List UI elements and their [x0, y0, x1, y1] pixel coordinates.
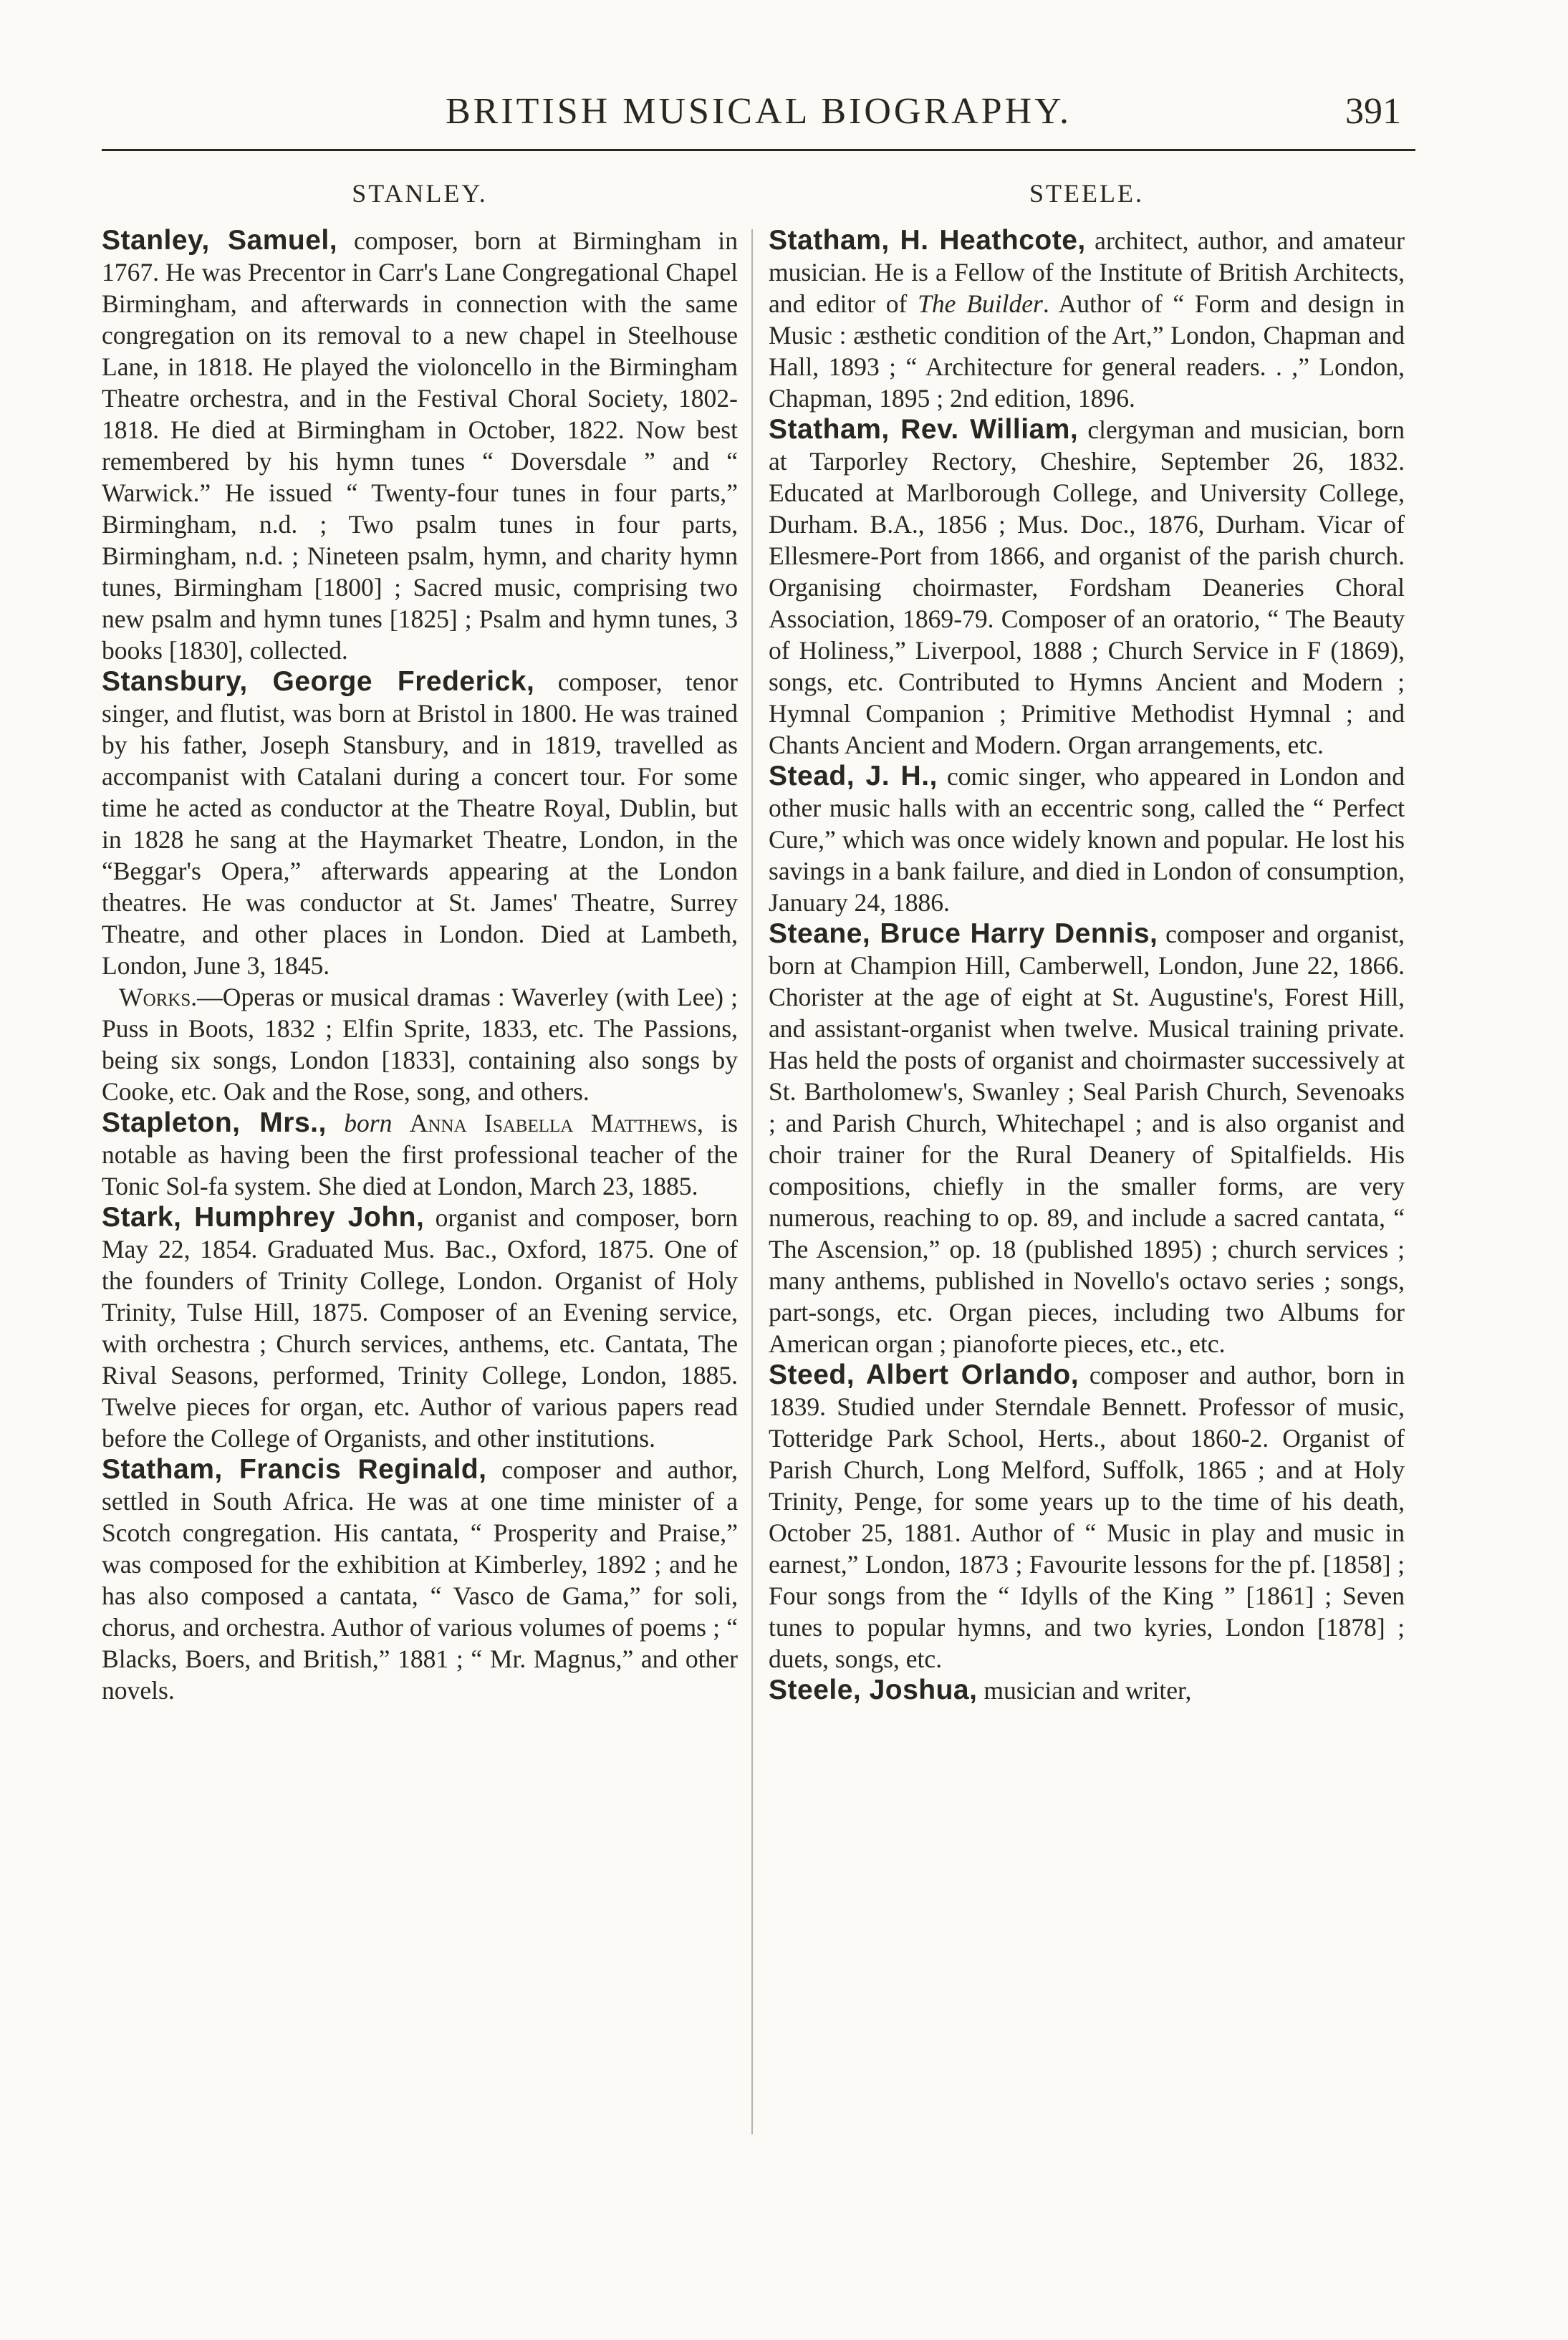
entry-text: comic singer, who appeared in London and other music halls with an eccentric song, called the “ Perfect Cure,” which was once widely known and popular. He lost his savings in a bank failure, and died in London of consumption, January 24, 1886.	[769, 762, 1405, 917]
entry-headword: Statham, H. Heathcote,	[769, 225, 1086, 256]
column-guide-word: STEELE.	[1029, 179, 1144, 208]
entry-statham-heathcote	[769, 225, 1405, 414]
entry-text: musician and writer,	[977, 1676, 1192, 1705]
entry-statham-william	[769, 414, 1405, 761]
entry-headword: Stead, J. H.,	[769, 761, 938, 791]
entry-steed	[769, 1359, 1405, 1675]
entry-headword: Statham, Francis Reginald,	[102, 1454, 487, 1485]
running-title: BRITISH MUSICAL BIOGRAPHY.	[446, 91, 1072, 132]
entry-text: organist and composer, born May 22, 1854. Graduated Mus. Bac., Oxford, 1875. One of the founders of Trinity College, London. Organist of Holy Trinity, Tulse Hill, 1875. Composer of an Evening service, with orchestra ; Church services, anthems, etc. Cantata, The Rival Seasons, performed, Trinity College, London, 1885. Twelve pieces for organ, etc. Author of various papers read before the College of Organists, and other institutions.	[102, 1203, 738, 1453]
entry-statham-francis	[102, 1454, 738, 1706]
entry-headword: Steane, Bruce Harry Dennis,	[769, 918, 1158, 949]
entry-text: , is notable as having been the first professional teacher of the Tonic Sol-fa system. She died at London, March 23, 1885.	[102, 1109, 738, 1200]
entry-text: composer, born at Birmingham in 1767. He was Precentor in Carr's Lane Congregational Chapel Birmingham, and afterwards in connection with the same congregation on its removal to a new chapel in Steelhouse Lane, in 1818. He played the violoncello in the Birmingham Theatre orchestra, and in the Festival Choral Society, 1802-1818. He died at Birmingham in October, 1822. Now best remembered by his hymn tunes “ Doversdale ” and “ Warwick.” He issued “ Twenty-four tunes in four parts,” Birmingham, n.d. ; Two psalm tunes in four parts, Birmingham, n.d. ; Nineteen psalm, hymn, and charity hymn tunes, Birmingham [1800] ; Sacred music, comprising two new psalm and hymn tunes [1825] ; Psalm and hymn tunes, 3 books [1830], collected.	[102, 226, 738, 665]
entry-text: composer and author, settled in South Africa. He was at one time minister of a Scotch congregation. His cantata, “ Prosperity and Praise,” was composed for the exhibition at Kimberley, 1892 ; and he has also composed a cantata, “ Vasco de Gama,” for soli, chorus, and orchestra. Author of various volumes of poems ; “ Blacks, Boers, and British,” 1881 ; “ Mr. Magnus,” and other novels.	[102, 1455, 738, 1705]
entry-headword: Stark, Humphrey John,	[102, 1202, 425, 1233]
entry-stansbury	[102, 666, 738, 981]
entry-headword: Stapleton, Mrs.,	[102, 1107, 327, 1138]
page-number: 391	[1345, 91, 1401, 132]
column-divider	[751, 229, 753, 2134]
entry-stapleton	[102, 1107, 738, 1202]
page-header	[102, 85, 1415, 149]
entry-text: clergyman and musician, born at Tarporley Rectory, Cheshire, September 26, 1832. Educated at Marlborough College, and University College, Durham. B.A., 1856 ; Mus. Doc., 1876, Durham. Vicar of Ellesmere-Port from 1866, and organist of the parish church. Organising choirmaster, Fordsham Deaneries Choral Association, 1869-79. Composer of an oratorio, “ The Beauty of Holiness,” Liverpool, 1888 ; Church Service in F (1869), songs, etc. Contributed to Hymns Ancient and Modern ; Hymnal Companion ; Primitive Methodist Hymnal ; and Chants Ancient and Modern. Organ arrangements, etc.	[769, 415, 1405, 759]
entry-headword: Steed, Albert Orlando,	[769, 1359, 1079, 1390]
entry-steele	[769, 1675, 1405, 1706]
entry-text: composer and author, born in 1839. Studied under Sterndale Bennett. Professor of music, Totteridge Park School, Herts., about 1860-2. Organist of Parish Church, Long Melford, Suffolk, 1865 ; and at Holy Trinity, Penge, for some years up to the time of his death, October 25, 1881. Author of “ Music in play and music in earnest,” London, 1873 ; Favourite lessons for the pf. [1858] ; Four songs from the “ Idylls of the King ” [1861] ; Seven tunes to popular hymns, and two kyries, London [1878] ; duets, songs, etc.	[769, 1361, 1405, 1673]
entry-headword: Steele, Joshua,	[769, 1675, 978, 1705]
entry-steane	[769, 918, 1405, 1359]
left-column	[102, 178, 738, 1706]
born-label: born	[326, 1109, 410, 1137]
entry-text: composer, tenor singer, and flutist, was born at Bristol in 1800. He was trained by his father, Joseph Stansbury, and in 1819, travelled as accompanist with Catalani during a concert tour. For some time he acted as conductor at the Theatre Royal, Dublin, but in 1828 he sang at the Haymarket Theatre, London, in the “Beggar's Opera,” afterwards appearing at the London theatres. He was conductor at St. James' Theatre, Surrey Theatre, and other places in London. Died at Lambeth, London, June 3, 1845.	[102, 668, 738, 980]
entry-italic-title: The Builder	[918, 289, 1043, 318]
entry-stead	[769, 761, 1405, 918]
column-guide-word: STANLEY.	[352, 179, 488, 208]
entry-text: architect, author, and amateur musician. He is a Fellow of the Institute of British Architects, and editor of	[769, 226, 1405, 318]
works-label: Works.	[119, 983, 198, 1011]
entry-stansbury-works	[102, 981, 738, 1107]
entry-headword: Statham, Rev. William,	[769, 414, 1079, 445]
right-column	[769, 178, 1405, 1706]
entry-text: composer and organist, born at Champion Hill, Camberwell, London, June 22, 1866. Chorister at the age of eight at St. Augustine's, Forest Hill, and assistant-organist when twelve. Musical training private. Has held the posts of organist and choirmaster successively at St. Bartholomew's, Swanley ; Seal Parish Church, Sevenoaks ; and Parish Church, Whitechapel ; and is also organist and choir trainer for the Rural Deanery of Spitalfields. His compositions, chiefly in the smaller forms, are very numerous, reaching to op. 89, and include a sacred cantata, “ The Ascension,” op. 18 (published 1895) ; church services ; many anthems, published in Novello's octavo series ; songs, part-songs, etc. Organ pieces, including two Albums for American organ ; pianoforte pieces, etc., etc.	[769, 920, 1405, 1358]
entry-headword: Stansbury, George Frederick,	[102, 666, 535, 697]
entry-text: . Author of “ Form and design in Music : æsthetic condition of the Art,” London, Chapman and Hall, 1893 ; “ Architecture for general readers. . ,” London, Chapman, 1895 ; 2nd edition, 1896.	[769, 289, 1405, 413]
entry-stark	[102, 1202, 738, 1454]
entry-text: —Operas or musical dramas : Waverley (with Lee) ; Puss in Boots, 1832 ; Elfin Sprite, 1833, etc. The Passions, being six songs, London [1833], containing also songs by Cooke, etc. Oak and the Rose, song, and others.	[102, 983, 738, 1106]
entry-headword: Stanley, Samuel,	[102, 225, 338, 256]
entry-stanley-samuel	[102, 225, 738, 666]
born-name: Anna Isabella Matthews	[409, 1109, 697, 1137]
header-rule	[102, 149, 1415, 151]
